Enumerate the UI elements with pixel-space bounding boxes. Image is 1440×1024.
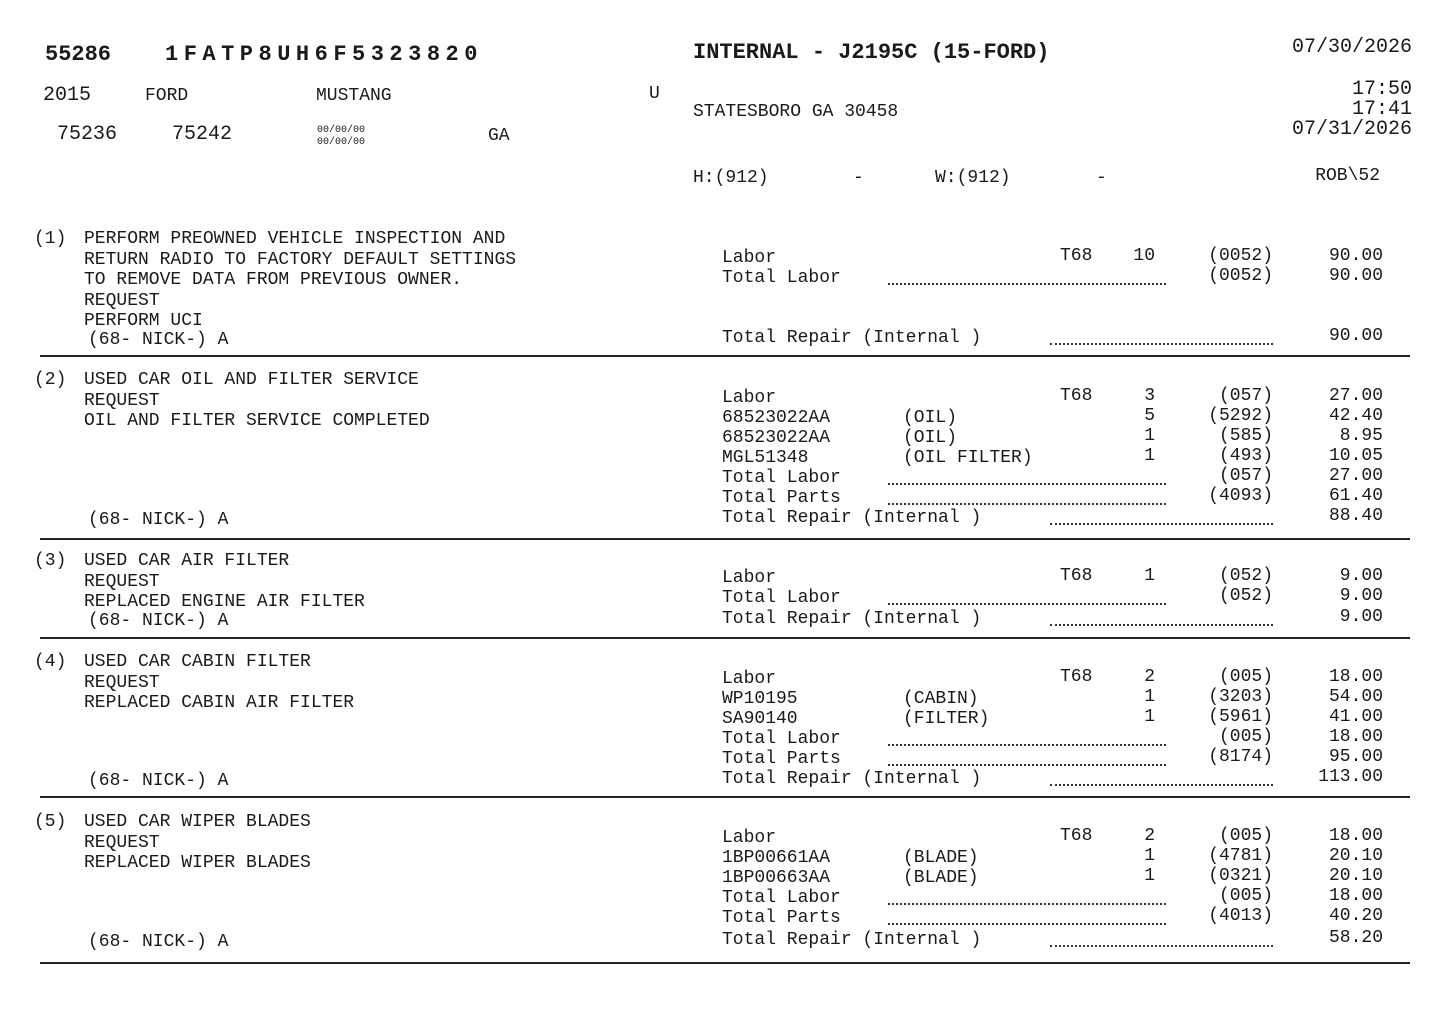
total-parts-label: Total Parts [722,488,841,508]
date-small-1: 00/00/00 [317,125,366,136]
total-repair-label: Total Repair (Internal ) [722,769,982,789]
line-description: OIL AND FILTER SERVICE COMPLETED [84,411,430,431]
phone-work: W:(912) [935,168,1011,188]
labor-op: (005) [1218,826,1273,846]
labor-label: Labor [722,248,777,268]
part-op: (585) [1218,426,1273,446]
part-qty: 1 [1144,687,1155,707]
part-qty: 1 [1144,426,1155,446]
labor-amount: 9.00 [1339,566,1383,586]
line-technician: (68- NICK-) A [88,330,229,350]
line-description: PERFORM PREOWNED VEHICLE INSPECTION AND [84,229,506,249]
total-repair-amount: 9.00 [1339,607,1383,627]
part-op: (0321) [1208,866,1273,886]
phone-home: H:(912) [693,168,769,188]
line-number: (4) [34,652,67,672]
part-op: (5961) [1208,707,1273,727]
part-op: (493) [1218,446,1273,466]
vin: 1FATP8UH6F5323820 [165,42,483,67]
part-number: 1BP00661AA [722,848,831,868]
part-description: (FILTER) [903,709,990,729]
line-technician: (68- NICK-) A [88,932,229,952]
part-op: (3203) [1208,687,1273,707]
line-description: REQUEST [84,290,160,311]
total-parts-amount: 95.00 [1328,747,1383,767]
part-number: MGL51348 [722,448,809,468]
total-parts-amount: 40.20 [1328,906,1383,926]
section-divider [40,962,1410,964]
part-description: (OIL FILTER) [903,448,1033,468]
labor-op: (057) [1218,386,1273,406]
total-labor-amount: 18.00 [1328,886,1383,906]
document-title: INTERNAL - J2195C (15-FORD) [693,40,1050,65]
state: GA [488,126,510,146]
line-description: USED CAR OIL AND FILTER SERVICE [84,370,419,390]
part-qty: 5 [1144,406,1155,426]
part-description: (BLADE) [903,868,979,888]
labor-code: T68 [1060,826,1093,846]
labor-code: T68 [1060,566,1093,586]
part-op: (4781) [1208,846,1273,866]
time-1: 17:50 [1351,78,1412,101]
labor-code: T68 [1060,386,1093,406]
labor-amount: 18.00 [1328,826,1383,846]
total-repair-amount: 90.00 [1328,326,1383,346]
part-amount: 20.10 [1328,846,1383,866]
line-number: (1) [34,229,67,249]
total-parts-label: Total Parts [722,749,841,769]
part-number: WP10195 [722,689,798,709]
part-number: 68523022AA [722,408,831,428]
section-divider [40,538,1410,540]
line-number: (5) [34,812,67,832]
date-close: 07/31/2026 [1291,118,1412,141]
phone-dash-1: - [853,168,864,188]
total-repair-label: Total Repair (Internal ) [722,328,982,348]
mileage-in: 75236 [57,123,118,146]
part-op: (5292) [1208,406,1273,426]
line-description: REPLACED WIPER BLADES [84,853,311,873]
part-qty: 1 [1144,846,1155,866]
total-labor-op: (052) [1218,586,1273,606]
part-description: (BLADE) [903,848,979,868]
labor-code: T68 [1060,246,1093,266]
line-description: REQUEST [84,390,160,411]
part-qty: 1 [1144,866,1155,886]
labor-hours: 3 [1144,386,1155,406]
part-description: (OIL) [903,408,958,428]
line-description: USED CAR CABIN FILTER [84,652,311,672]
labor-op: (0052) [1208,246,1273,266]
total-repair-label: Total Repair (Internal ) [722,930,982,950]
line-number: (3) [34,551,67,571]
line-description: REQUEST [84,832,160,853]
time-2: 17:41 [1351,98,1412,121]
total-labor-amount: 27.00 [1328,466,1383,486]
line-description: TO REMOVE DATA FROM PREVIOUS OWNER. [84,270,463,290]
total-labor-label: Total Labor [722,888,841,908]
line-technician: (68- NICK-) A [88,771,229,791]
part-amount: 10.05 [1328,446,1383,466]
section-divider [40,355,1410,357]
part-description: (CABIN) [903,689,979,709]
date-small-2: 00/00/00 [317,137,366,148]
section-divider [40,637,1410,639]
labor-op: (052) [1218,566,1273,586]
part-number: SA90140 [722,709,798,729]
part-qty: 1 [1144,446,1155,466]
vehicle-year: 2015 [43,84,92,107]
part-number: 68523022AA [722,428,831,448]
location: STATESBORO GA 30458 [693,102,899,122]
line-description: RETURN RADIO TO FACTORY DEFAULT SETTINGS [84,249,517,270]
total-labor-op: (057) [1218,466,1273,486]
labor-code: T68 [1060,667,1093,687]
total-labor-label: Total Labor [722,268,841,288]
total-parts-label: Total Parts [722,908,841,928]
part-number: 1BP00663AA [722,868,831,888]
labor-label: Labor [722,828,777,848]
total-repair-label: Total Repair (Internal ) [722,609,982,629]
labor-amount: 90.00 [1328,246,1383,266]
part-qty: 1 [1144,707,1155,727]
line-description: PERFORM UCI [84,311,203,331]
vehicle-flag: U [649,84,660,104]
total-labor-label: Total Labor [722,468,841,488]
labor-op: (005) [1218,667,1273,687]
labor-label: Labor [722,388,777,408]
line-description: USED CAR AIR FILTER [84,551,290,571]
total-labor-op: (005) [1218,727,1273,747]
total-repair-amount: 88.40 [1328,506,1383,526]
labor-hours: 2 [1144,826,1155,846]
labor-hours: 10 [1133,246,1155,266]
mileage-out: 75242 [172,123,233,146]
section-divider [40,796,1410,798]
total-parts-op: (4093) [1208,486,1273,506]
total-labor-amount: 90.00 [1328,266,1383,286]
date-open: 07/30/2026 [1291,36,1412,59]
total-labor-label: Total Labor [722,588,841,608]
line-technician: (68- NICK-) A [88,611,229,631]
line-description: USED CAR WIPER BLADES [84,812,311,832]
line-technician: (68- NICK-) A [88,510,229,530]
total-repair-amount: 113.00 [1318,767,1383,787]
labor-hours: 2 [1144,667,1155,687]
total-parts-op: (4013) [1208,906,1273,926]
part-amount: 20.10 [1328,866,1383,886]
total-labor-label: Total Labor [722,729,841,749]
phone-dash-2: - [1096,168,1107,188]
total-parts-op: (8174) [1208,747,1273,767]
ro-number: 55286 [45,42,112,67]
part-amount: 54.00 [1328,687,1383,707]
advisor: ROB\52 [1315,166,1380,186]
total-labor-amount: 18.00 [1328,727,1383,747]
total-repair-label: Total Repair (Internal ) [722,508,982,528]
part-amount: 8.95 [1339,426,1383,446]
total-parts-amount: 61.40 [1328,486,1383,506]
total-repair-amount: 58.20 [1328,928,1383,948]
vehicle-model: MUSTANG [316,86,392,106]
total-labor-op: (005) [1218,886,1273,906]
part-amount: 42.40 [1328,406,1383,426]
labor-hours: 1 [1144,566,1155,586]
total-labor-amount: 9.00 [1339,586,1383,606]
labor-amount: 18.00 [1328,667,1383,687]
line-number: (2) [34,370,67,390]
labor-amount: 27.00 [1328,386,1383,406]
part-amount: 41.00 [1328,707,1383,727]
line-description: REPLACED CABIN AIR FILTER [84,693,355,713]
labor-label: Labor [722,568,777,588]
part-description: (OIL) [903,428,958,448]
total-labor-op: (0052) [1208,266,1273,286]
labor-label: Labor [722,669,777,689]
line-description: REQUEST [84,571,160,592]
line-description: REPLACED ENGINE AIR FILTER [84,592,365,612]
vehicle-make: FORD [145,86,189,106]
line-description: REQUEST [84,672,160,693]
